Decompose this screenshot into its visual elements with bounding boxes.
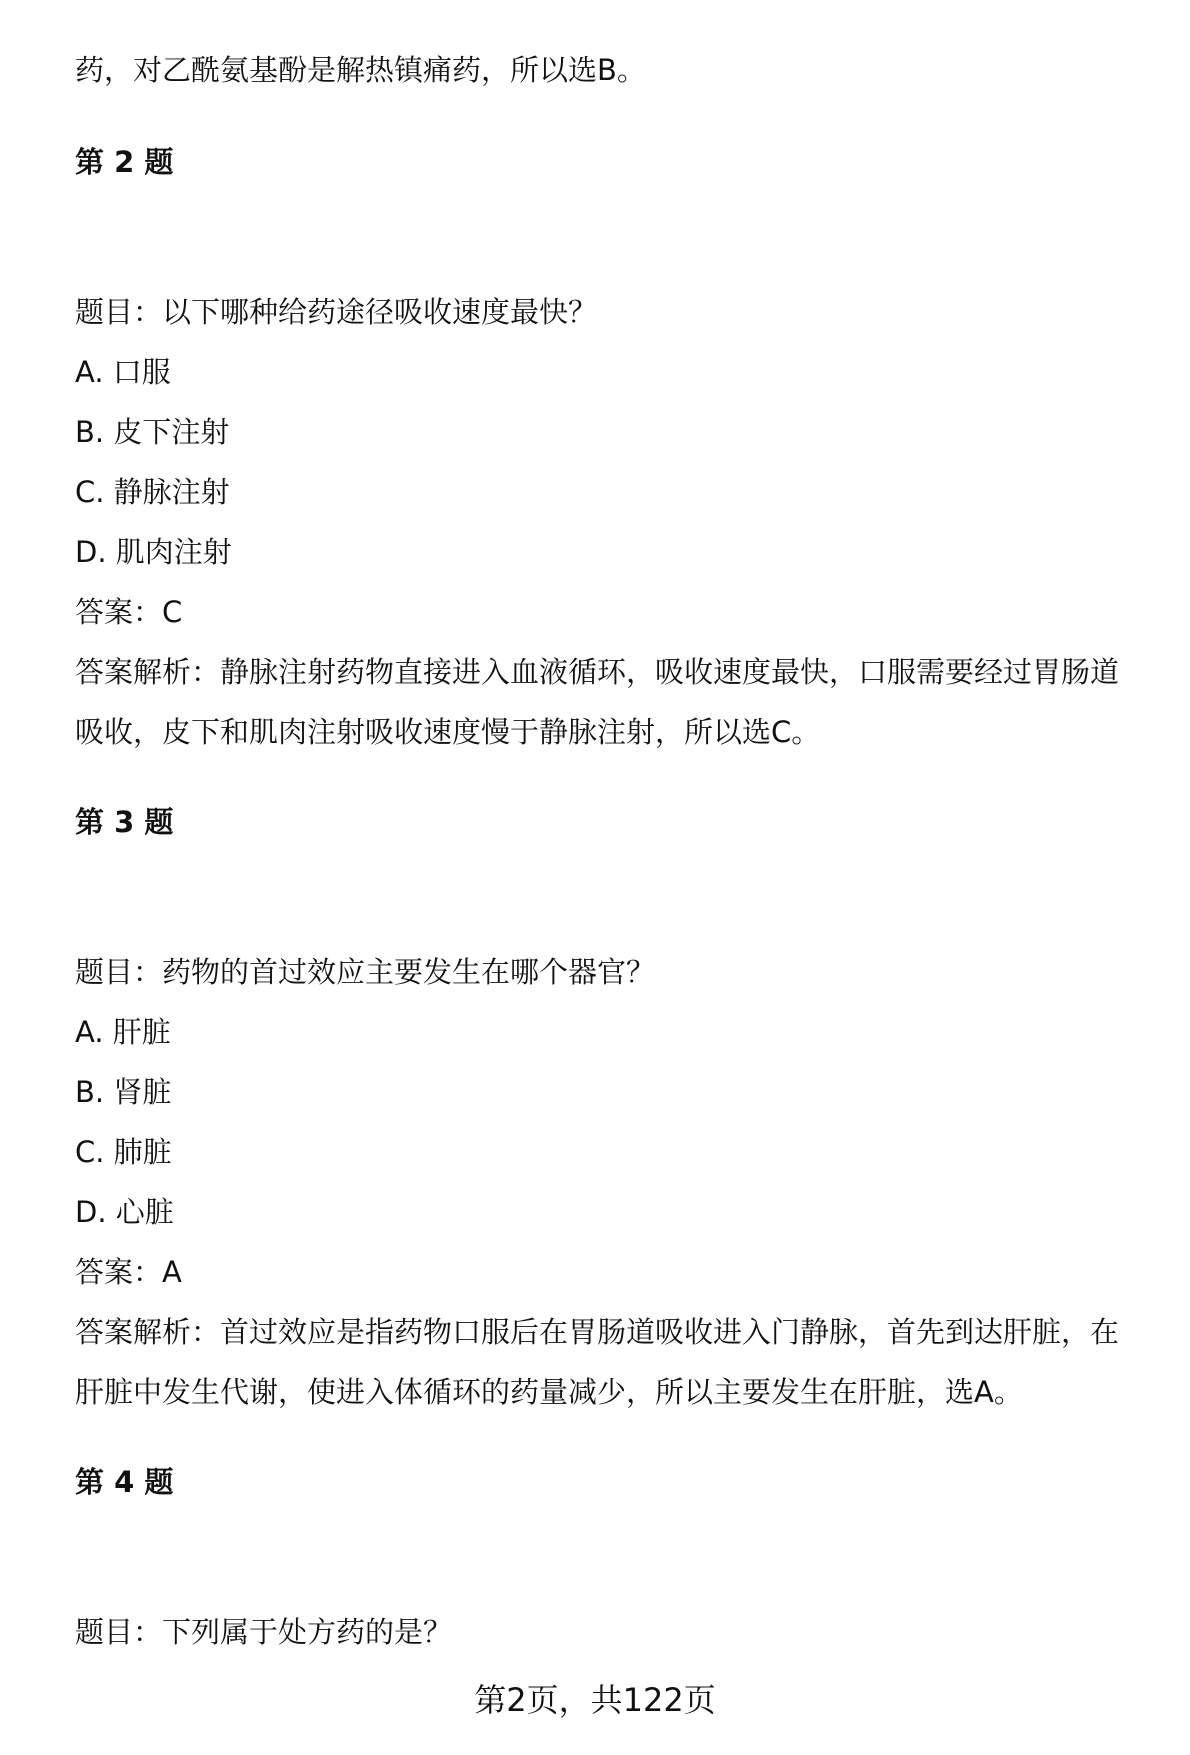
- question-heading: 第 4 题: [75, 1465, 174, 1499]
- option-d: D. 心脏: [75, 1195, 174, 1229]
- question-heading: 第 2 题: [75, 145, 174, 179]
- option-d: D. 肌肉注射: [75, 535, 232, 569]
- explanation-line: 肝脏中发生代谢，使进入体循环的药量减少，所以主要发生在肝脏，选A。: [75, 1375, 1023, 1409]
- question-heading: 第 3 题: [75, 805, 174, 839]
- option-a: A. 肝脏: [75, 1015, 171, 1049]
- explanation-line: 答案解析：静脉注射药物直接进入血液循环，吸收速度最快，口服需要经过胃肠道: [75, 655, 1120, 689]
- option-a: A. 口服: [75, 355, 171, 389]
- question-stem: 题目：以下哪种给药途径吸收速度最快？: [75, 295, 598, 329]
- answer: 答案：C: [75, 595, 183, 629]
- question-stem: 题目：下列属于处方药的是？: [75, 1615, 453, 1649]
- option-b: B. 肾脏: [75, 1075, 172, 1109]
- explanation-line: 答案解析：首过效应是指药物口服后在胃肠道吸收进入门静脉，首先到达肝脏，在: [75, 1315, 1120, 1349]
- option-c: C. 静脉注射: [75, 475, 230, 509]
- page-footer: 第2页，共122页: [474, 1681, 716, 1719]
- answer: 答案：A: [75, 1255, 182, 1289]
- explanation-line: 吸收，皮下和肌肉注射吸收速度慢于静脉注射，所以选C。: [75, 715, 821, 749]
- option-b: B. 皮下注射: [75, 415, 230, 449]
- option-c: C. 肺脏: [75, 1135, 172, 1169]
- continuation-text: 药，对乙酰氨基酚是解热镇痛药，所以选B。: [75, 53, 646, 87]
- question-stem: 题目：药物的首过效应主要发生在哪个器官？: [75, 955, 656, 989]
